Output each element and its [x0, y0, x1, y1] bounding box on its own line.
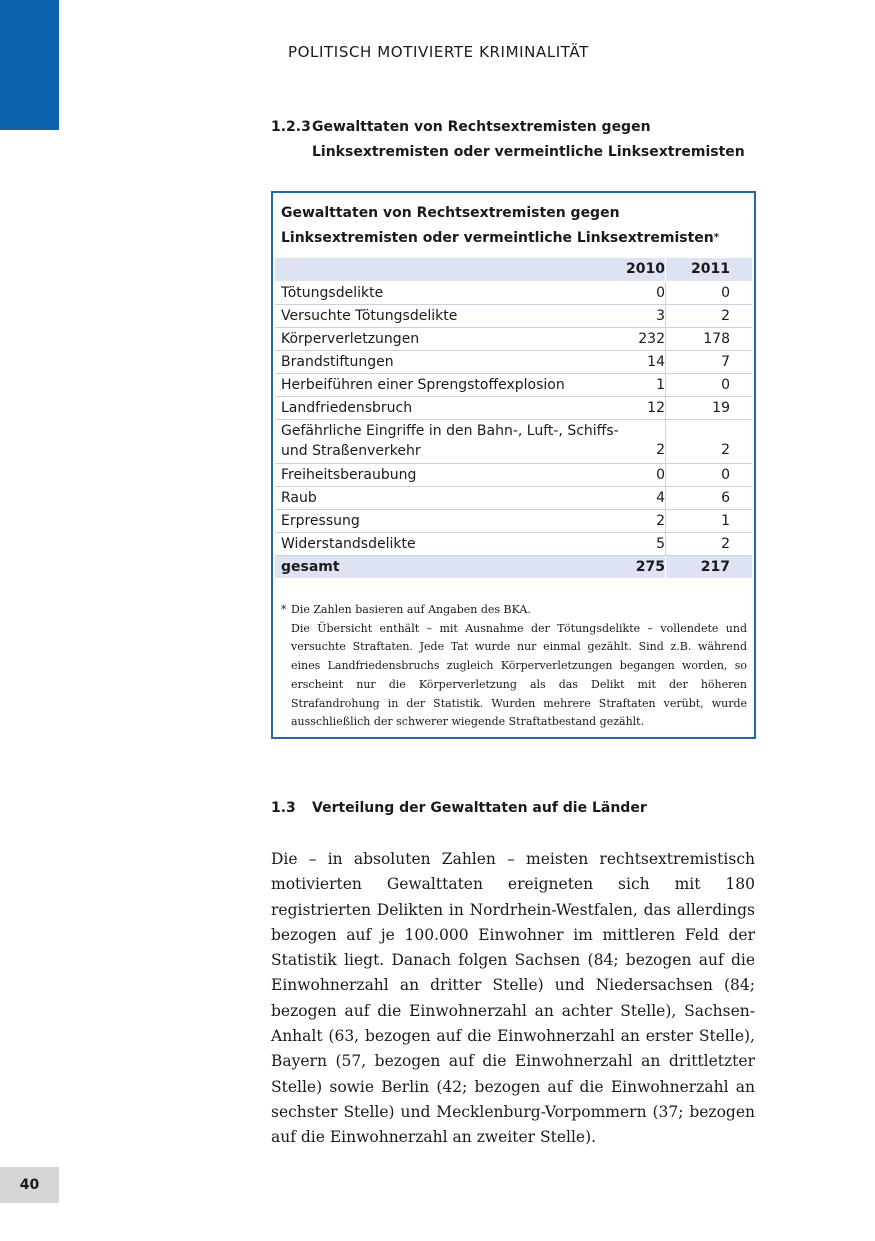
row-label: Landfriedensbruch	[281, 400, 413, 416]
value-2010: 2	[656, 442, 665, 458]
value-2010: 2	[656, 513, 665, 529]
footnote-explanation: Die Übersicht enthält – mit Ausnahme der Tötungsdelikte – vollendete und versuchte Straftaten. Jede Tat wurde nur einmal gezählt. Sind z.B. während eines Landfriedensbruchs zugleich Körperverletzungen begangen worden, so erscheint nur die Körperverletzung als das Delikt mit der höheren Strafandrohung in der Statistik. Wurden mehrere Straftaten verübt, wurde ausschließlich der schwerer wiegende Straftatbestand gezählt.	[291, 621, 747, 729]
running-header: POLITISCH MOTIVIERTE KRIMINALITÄT	[288, 43, 589, 61]
value-2010: 4	[656, 490, 665, 506]
footnote-reference: *	[713, 232, 719, 243]
row-label: Raub	[281, 490, 317, 506]
table-footnote	[281, 601, 747, 732]
header-cell-2011: 2011	[665, 258, 752, 281]
section-heading-1-2-3	[271, 115, 761, 165]
page-number: 40	[0, 1167, 59, 1203]
table-row	[275, 464, 752, 487]
row-label: Erpressung	[281, 513, 360, 529]
section-heading-1-3	[271, 796, 761, 821]
value-2011: 0	[665, 464, 752, 486]
value-2011: 2	[665, 420, 752, 463]
total-label: gesamt	[281, 559, 340, 575]
value-2010: 14	[647, 354, 665, 370]
row-label: Gefährliche Eingriffe in den Bahn-, Luft-, Schiffs- und Straßenverkehr	[281, 423, 619, 459]
table-row	[275, 328, 752, 351]
row-label: Tötungsdelikte	[281, 285, 384, 301]
table-header-row	[275, 258, 752, 282]
value-2010: 1	[656, 377, 665, 393]
value-2010: 3	[656, 308, 665, 324]
row-label: Brandstiftungen	[281, 354, 394, 370]
header-cell-label	[275, 258, 621, 281]
table-row	[275, 510, 752, 533]
value-2010: 0	[656, 467, 665, 483]
value-2010: 5	[656, 536, 665, 552]
value-2011: 0	[665, 282, 752, 304]
row-label: Körperverletzungen	[281, 331, 420, 347]
statistics-box	[271, 191, 756, 739]
header-cell-2010: 2010	[626, 261, 665, 277]
row-label: Versuchte Tötungsdelikte	[281, 308, 458, 324]
row-label: Freiheitsberaubung	[281, 467, 417, 483]
table-row	[275, 420, 752, 464]
footnote-marker: *	[281, 603, 287, 616]
value-2011: 6	[665, 487, 752, 509]
value-2010: 232	[638, 331, 665, 347]
total-2011: 217	[665, 556, 752, 578]
table-row	[275, 487, 752, 510]
value-2011: 7	[665, 351, 752, 373]
value-2011: 1	[665, 510, 752, 532]
table-row	[275, 282, 752, 305]
table-row	[275, 533, 752, 556]
table-row	[275, 397, 752, 420]
footnote-source: Die Zahlen basieren auf Angaben des BKA.	[291, 603, 531, 616]
total-2010: 275	[635, 559, 665, 575]
value-2011: 2	[665, 533, 752, 555]
value-2011: 178	[665, 328, 752, 350]
table-total-row	[275, 556, 752, 578]
value-2011: 0	[665, 374, 752, 396]
value-2010: 12	[647, 400, 665, 416]
section-title: Verteilung der Gewalttaten auf die Länder	[312, 800, 647, 816]
table-row	[275, 351, 752, 374]
statistics-table	[275, 258, 752, 578]
row-label: Herbeiführen einer Sprengstoffexplosion	[281, 377, 565, 393]
section-number: 1.3	[271, 800, 296, 816]
value-2010: 0	[656, 285, 665, 301]
row-label: Widerstandsdelikte	[281, 536, 416, 552]
value-2011: 2	[665, 305, 752, 327]
body-paragraph: Die – in absoluten Zahlen – meisten rechtsextremistisch motivierten Gewalttaten ereigneten sich mit 180 registrierten Delikten in Nordrhein-Westfalen, das allerdings bezogen auf je 100.000 Einwohner im mittleren Feld der Statistik liegt. Danach folgen Sachsen (84; bezogen auf die Einwohnerzahl an dritter Stelle) und Niedersachsen (84; bezogen auf die Einwohnerzahl an achter Stelle), Sachsen-Anhalt (63, bezogen auf die Einwohnerzahl an erster Stelle), Bayern (57, bezogen auf die Einwohnerzahl an drittletzter Stelle) sowie Berlin (42; bezogen auf die Einwohnerzahl an sechster Stelle) und Mecklenburg-Vorpommern (37; bezogen auf die Einwohnerzahl an zweiter Stelle).	[271, 850, 755, 1147]
section-number: 1.2.3	[271, 119, 311, 135]
box-title-text: Gewalttaten von Rechtsextremisten gegen Linksextremisten oder vermeintliche Linksextremisten	[281, 205, 714, 246]
chapter-color-tab	[0, 0, 59, 130]
section-title: Gewalttaten von Rechtsextremisten gegen Linksextremisten oder vermeintliche Linksextremisten	[312, 119, 745, 160]
box-title	[281, 201, 746, 252]
value-2011: 19	[665, 397, 752, 419]
table-row	[275, 374, 752, 397]
table-row	[275, 305, 752, 328]
